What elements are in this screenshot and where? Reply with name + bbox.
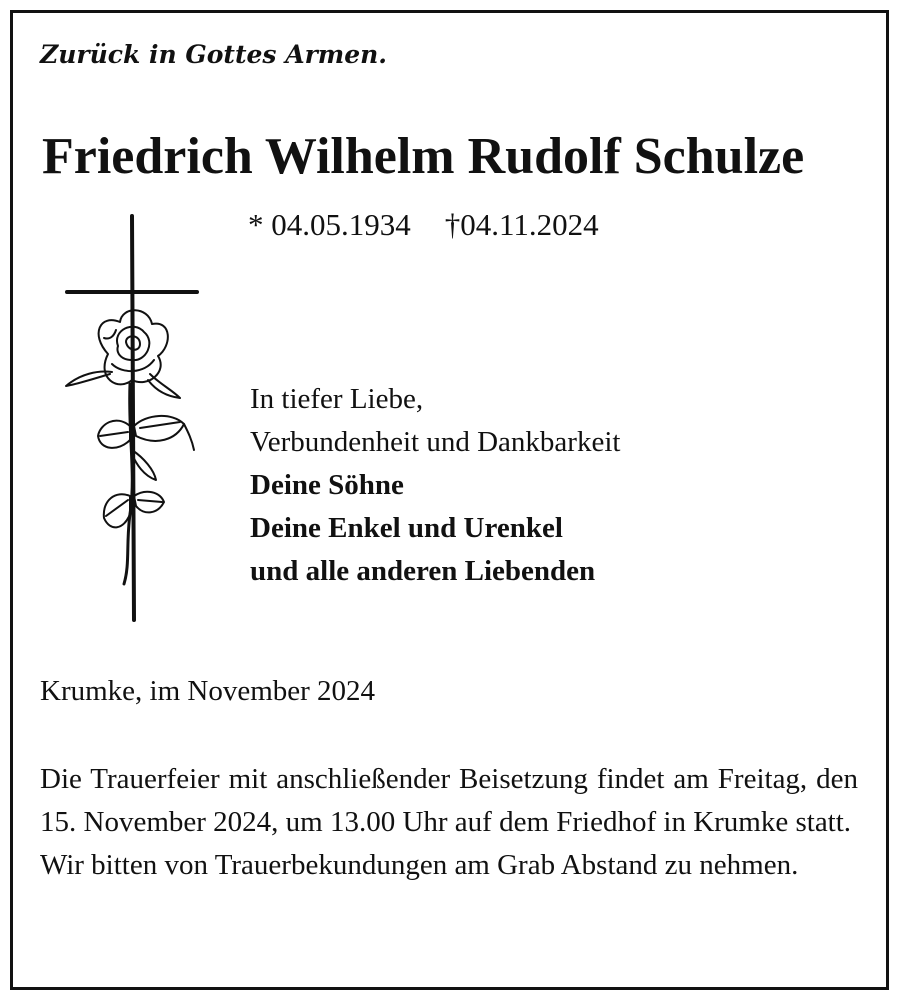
condolence-request: Wir bitten von Trauerbekundungen am Grab Abstand zu nehmen. — [40, 849, 799, 881]
life-dates — [248, 206, 599, 244]
death-symbol: † — [444, 207, 461, 242]
mourners-line-2: Verbundenheit und Dankbarkeit — [250, 426, 621, 458]
rose-sepal-right — [148, 374, 180, 398]
death-date: 04.11.2024 — [460, 207, 599, 242]
mourners-sons: Deine Söhne — [250, 469, 404, 501]
rose-stem — [124, 384, 132, 584]
cross-vertical-beam — [132, 216, 134, 620]
funeral-info — [40, 758, 858, 887]
birth-date: 04.05.1934 — [271, 207, 411, 242]
place-and-date: Krumke, im November 2024 — [40, 675, 376, 707]
mourners-others: und alle anderen Liebenden — [250, 555, 596, 587]
birth-symbol: * — [248, 207, 264, 242]
funeral-details: Die Trauerfeier mit anschließender Beisetzung findet am Freitag, den 15. November 2024, um 13.00 Uhr auf dem Friedhof in Krumke statt. — [40, 763, 858, 838]
mourners-block — [250, 378, 620, 593]
mourners-grandchildren: Deine Enkel und Urenkel — [250, 512, 563, 544]
deceased-name: Friedrich Wilhelm Rudolf Schulze — [42, 128, 805, 185]
motto: Zurück in Gottes Armen. — [40, 40, 388, 69]
cross-with-rose-icon — [60, 214, 206, 624]
mourners-line-1: In tiefer Liebe, — [250, 383, 424, 415]
rose-leaves-middle — [98, 416, 194, 480]
